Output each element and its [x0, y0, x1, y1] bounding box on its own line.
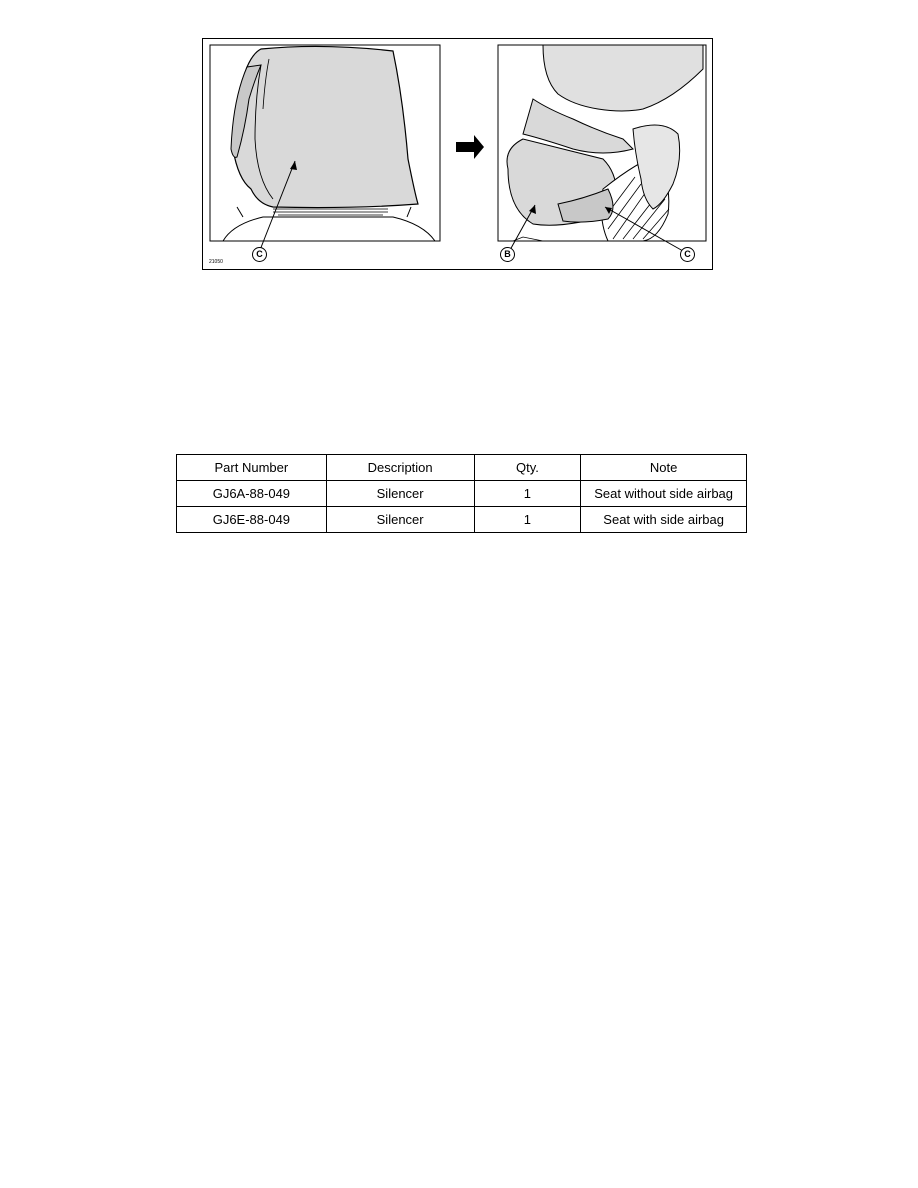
cell-description: Silencer: [326, 481, 474, 507]
parts-table: [176, 454, 747, 533]
cell-note: Seat without side airbag: [581, 481, 747, 507]
cell-description: Silencer: [326, 507, 474, 533]
right-arrow-icon: [456, 135, 484, 159]
header-description: Description: [326, 455, 474, 481]
cell-part-number: GJ6E-88-049: [177, 507, 327, 533]
cell-note: Seat with side airbag: [581, 507, 747, 533]
figure-drawing: [203, 39, 714, 271]
installation-figure: [202, 38, 713, 270]
header-qty: Qty.: [474, 455, 581, 481]
header-part-number: Part Number: [177, 455, 327, 481]
figure-id-label: 21050: [209, 259, 223, 265]
table-row: [177, 481, 747, 507]
table-row: [177, 507, 747, 533]
header-note: Note: [581, 455, 747, 481]
callout-b: B: [500, 247, 515, 262]
cell-qty: 1: [474, 507, 581, 533]
cell-part-number: GJ6A-88-049: [177, 481, 327, 507]
callout-c-left: C: [252, 247, 267, 262]
callout-c-right: C: [680, 247, 695, 262]
cell-qty: 1: [474, 481, 581, 507]
table-header-row: [177, 455, 747, 481]
